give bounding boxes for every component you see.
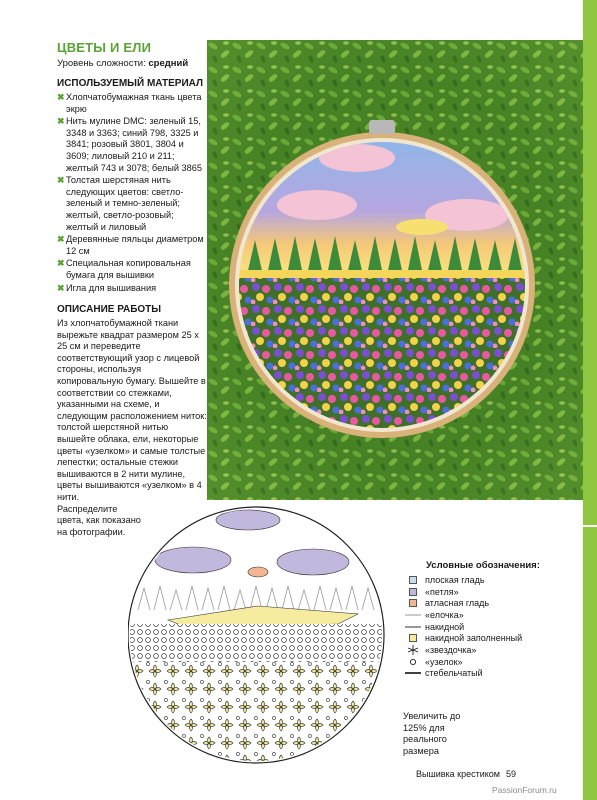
side-bar-mark: [583, 525, 597, 527]
hoop-photo-image: [207, 40, 583, 500]
material-item: ✖ Специальная копировальная бумага для вышивки: [57, 258, 191, 280]
line-black-icon: [404, 668, 421, 678]
bullet-icon: ✖: [57, 175, 65, 186]
zoom-note: Увеличить до 125% для реального размера: [403, 711, 461, 756]
difficulty-label: Уровень сложности:: [57, 58, 146, 69]
materials-heading: ИСПОЛЬЗУЕМЫЙ МАТЕРИАЛ: [57, 78, 203, 89]
square-yellow-icon: [404, 633, 421, 643]
square-lilac-icon: [404, 587, 421, 597]
material-item: ✖ Хлопчатобумажная ткань цвета экрю: [57, 92, 202, 114]
square-light-blue-icon: [404, 575, 421, 585]
page-number: 59: [505, 769, 516, 779]
legend-item: «елочка»: [404, 609, 579, 621]
materials-list: [57, 92, 207, 294]
legend-item: «звездочка»: [404, 644, 579, 656]
legend-item: «петля»: [404, 586, 579, 598]
legend-item: накидной заполненный: [404, 632, 579, 644]
description-paragraph-2: Распределите цвета, как показано на фотографии.: [57, 503, 141, 537]
magazine-name: Вышивка крестиком: [416, 769, 500, 779]
bullet-icon: ✖: [57, 258, 65, 269]
material-item: ✖ Нить мулине DMC: зеленый 15, 3348 и 3363; синий 798, 3325 и 3841; розовый 3801, 3804 и 3609; лиловый 210 и 211; желтый 743 и 3078; белый 3865: [57, 116, 202, 173]
side-color-bar: [583, 0, 597, 800]
material-item: ✖ Игла для вышивания: [57, 282, 157, 293]
legend-item: стебельчатый: [404, 668, 579, 680]
legend-item: атласная гладь: [404, 597, 579, 609]
difficulty-value: средний: [148, 58, 189, 69]
bullet-icon: ✖: [57, 116, 65, 127]
legend-item: «узелок»: [404, 656, 579, 668]
legend-heading: Условные обозначения:: [426, 560, 540, 571]
description-paragraph: Из хлопчатобумажной ткани вырежьте квадрат размером 25 x 25 см и переведите соответствующий узор с лицевой стороны, используя копировальную бумагу. Вышейте в соответствии со стежками, указанными на схеме, и следующим расположением ниток: толстой шерстяной нитью вышейте облака, ели, некоторые цветы «узелком» и самые толстые лепестки; остальные стежки вышиваются в 2 нити мулине, цветы вышиваются «узелком» в 4 нити.: [57, 318, 207, 502]
star-stitch-icon: [404, 645, 421, 655]
square-salmon-icon: [404, 598, 421, 608]
knot-icon: [404, 657, 421, 667]
material-item: ✖ Деревянные пяльцы диаметром 12 см: [57, 234, 204, 256]
article-title: ЦВЕТЫ И ЕЛИ: [57, 40, 152, 55]
line-gray-icon: [404, 610, 421, 620]
pattern-diagram: [128, 500, 388, 770]
bullet-icon: ✖: [57, 234, 65, 245]
line-dark-gray-icon: [404, 622, 421, 632]
difficulty-level: [57, 58, 207, 69]
hoop-screw: [369, 120, 395, 134]
bullet-icon: ✖: [57, 92, 65, 102]
material-item: ✖ Толстая шерстяная нить следующих цветов: светло-зеленый и темно-зеленый; желтый, светло-розовый; желтый и лиловый: [57, 175, 184, 232]
text-column: [57, 40, 207, 538]
embroidery-pattern: [128, 500, 388, 770]
description-heading: ОПИСАНИЕ РАБОТЫ: [57, 304, 162, 316]
legend: [404, 560, 579, 679]
watermark: PassionForum.ru: [492, 785, 557, 795]
page-footer: [416, 769, 516, 779]
embroidery-photo: [207, 40, 583, 500]
bullet-icon: ✖: [57, 282, 65, 293]
legend-item: плоская гладь: [404, 574, 579, 586]
legend-item: накидной: [404, 621, 579, 633]
